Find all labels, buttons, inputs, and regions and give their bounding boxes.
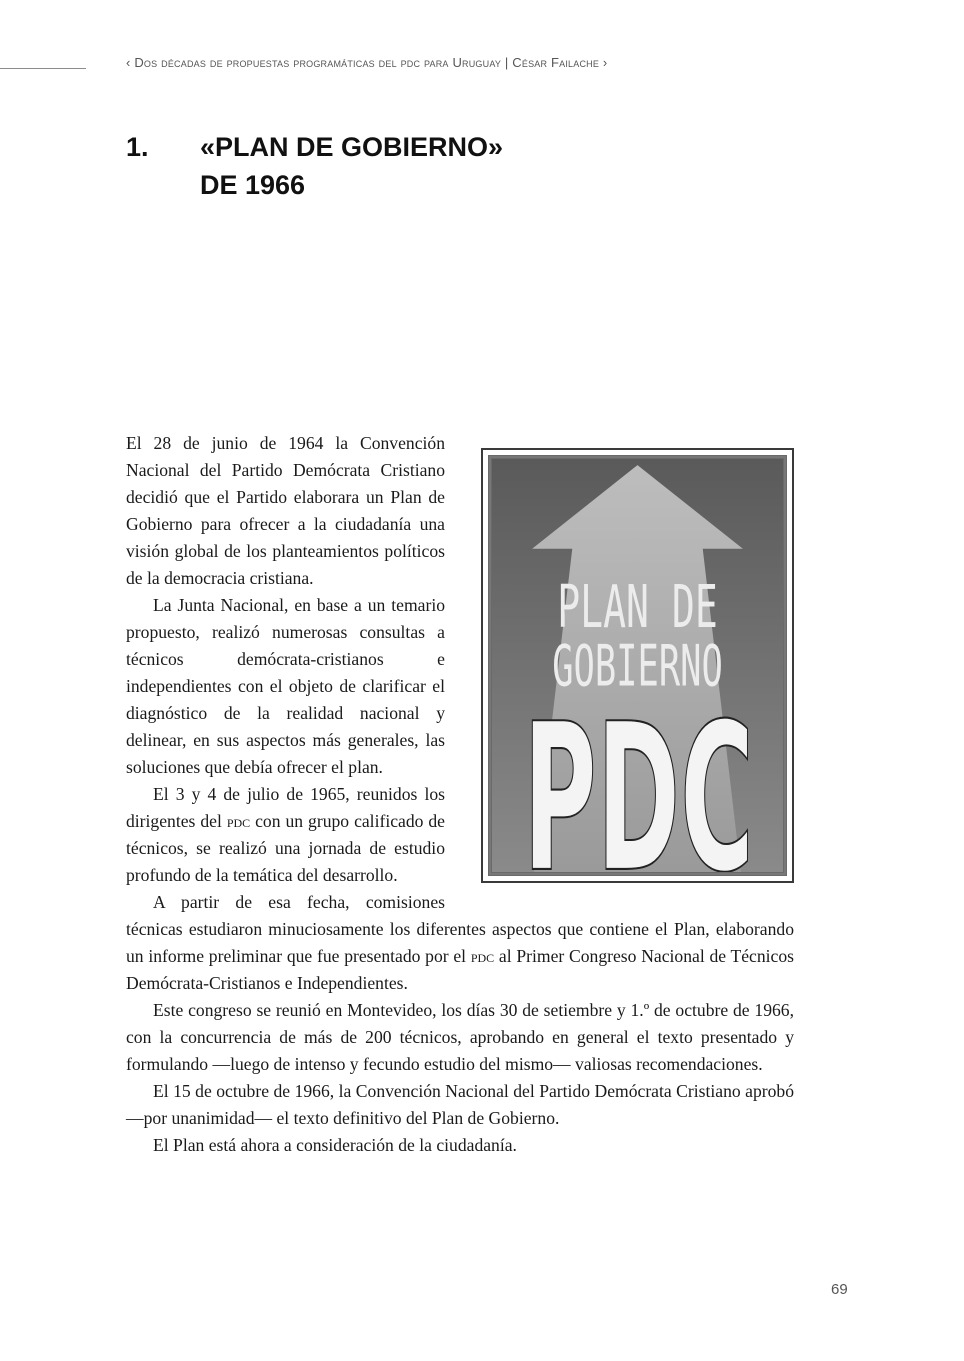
poster-text-line-2: GOBIERNO [552, 632, 723, 700]
paragraph-1: El 28 de junio de 1964 la Convención Nacional del Partido Demócrata Cristiano decidió que el Partido elaborara un Plan de Gobierno para ofrecer a la ciudadanía una visión global de los planteamientos políticos de la democracia cristiana. [126, 433, 445, 588]
chapter-title-line-2: DE 1966 [200, 170, 306, 200]
chapter-number: 1. [126, 132, 149, 162]
poster-frame [488, 455, 787, 876]
running-head-separator: | [504, 55, 509, 70]
paragraph-4-text-a: A partir de esa fecha, comisiones técnicas estudiaron minuciosamente los diferentes aspectos que contiene el Plan, elaborando un informe preliminar que fue presentado por el [126, 892, 794, 966]
paragraph-2: La Junta Nacional, en base a un temario propuesto, realizó numerosas consultas a técnicos demócrata-cristianos e independientes con el objeto de clarificar el diagnóstico de la realidad nacional y delinear, en sus aspectos más generales, las soluciones que debía ofrecer el plan. [126, 595, 445, 777]
poster-figure [481, 448, 794, 883]
paragraph-3-abbr: pdc [226, 811, 251, 831]
poster-image [492, 459, 783, 872]
running-head [126, 55, 846, 70]
running-head-title: ‹ Dos décadas de propuestas programáticas del pdc para Uruguay [126, 55, 502, 70]
page-number: 69 [831, 1281, 848, 1298]
chapter-title [200, 128, 620, 204]
body-text [126, 430, 794, 1159]
paragraph-4 [126, 889, 794, 997]
poster-text-line-3: PDC [523, 679, 754, 872]
poster-text-line-1: PLAN DE [557, 572, 718, 642]
paragraph-6: El 15 de octubre de 1966, la Convención Nacional del Partido Demócrata Cristiano aprobó —por unanimidad— el texto definitivo del Plan de Gobierno. [126, 1081, 794, 1128]
paragraph-3-text-a: El 3 y 4 de julio de 1965, reunidos los dirigentes del [126, 784, 445, 831]
paragraph-3-text-b: con un grupo calificado de técnicos, se realizó una jornada de estudio profundo de la temática del desarrollo. [126, 811, 445, 885]
chapter-title-line-1: «PLAN DE GOBIERNO» [200, 132, 504, 162]
header-rule [0, 68, 86, 69]
running-head-author: César Failache › [512, 55, 608, 70]
paragraph-4-abbr: pdc [470, 946, 495, 966]
paragraph-5: Este congreso se reunió en Montevideo, los días 30 de setiembre y 1.º de octubre de 1966, con la concurrencia de más de 200 técnicos, aprobando en general el texto presentado y formulando —luego de intenso y fecundo estudio del mismo— valiosas recomendaciones. [126, 1000, 794, 1074]
paragraph-4-text-b: al Primer Congreso Nacional de Técnicos Demócrata-Cristianos e Independientes. [126, 946, 795, 993]
paragraph-7: El Plan está ahora a consideración de la ciudadanía. [153, 1135, 517, 1155]
